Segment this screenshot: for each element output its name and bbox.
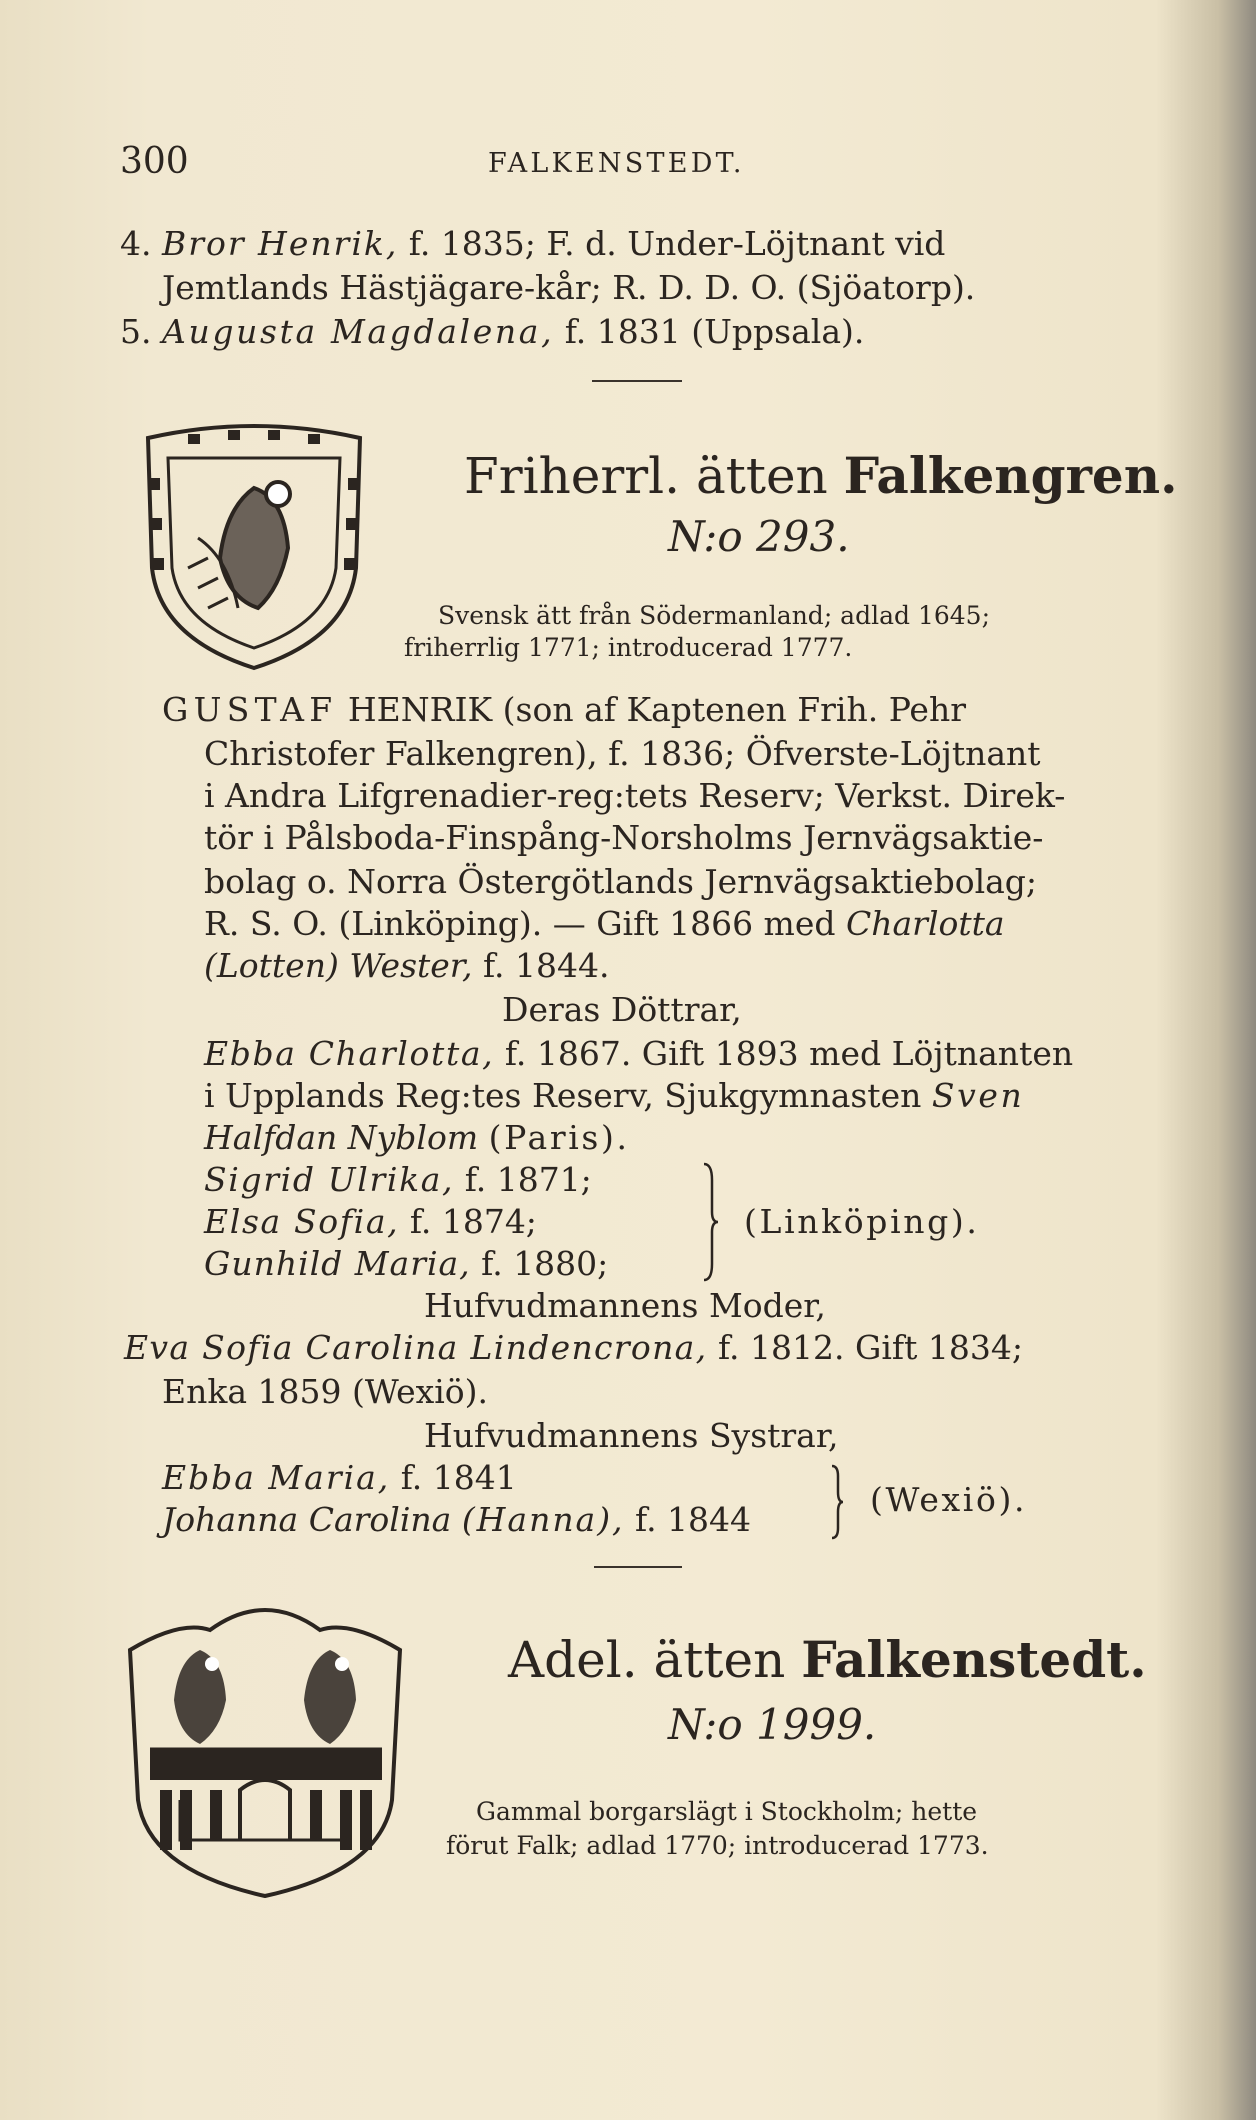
head-person-line-1: GUSTAF HENRIK (son af Kaptenen Frih. Pehr [162, 690, 966, 729]
entry-5: 5. Augusta Magdalena, f. 1831 (Uppsala). [120, 312, 865, 351]
section-divider [592, 380, 682, 382]
sisters-place: (Wexiö). [870, 1480, 1028, 1519]
daughters-brace [700, 1160, 720, 1284]
daughter-ebba-line-2: i Upplands Reg:tes Reserv, Sjukgymnasten Sven [204, 1076, 1025, 1115]
head-person-line-4: tör i Pålsboda-Finspång-Norsholms Jernvägsaktie- [204, 818, 1044, 857]
sisters-heading: Hufvudmannens Systrar, [424, 1416, 839, 1455]
falkenstedt-number: N:o 1999. [668, 1700, 877, 1749]
mother: Eva Sofia Carolina Lindencrona, f. 1812. Gift 1834; [124, 1328, 1023, 1367]
page-number: 300 [120, 141, 189, 182]
sister-ebba: Ebba Maria, f. 1841 [162, 1458, 517, 1497]
head-person-line-3: i Andra Lifgrenadier-reg:tets Reserv; Verkst. Direk- [204, 776, 1066, 815]
mother-line-2: Enka 1859 (Wexiö). [162, 1372, 489, 1411]
daughter-elsa: Elsa Sofia, f. 1874; [204, 1202, 537, 1241]
entry-4-line-2: Jemtlands Hästjägare-kår; R. D. D. O. (Sjöatorp). [162, 268, 976, 307]
head-person-line-7: (Lotten) Wester, f. 1844. [204, 946, 610, 985]
falkenstedt-title: Adel. ätten Falkenstedt. [508, 1630, 1147, 1689]
mother-heading: Hufvudmannens Moder, [424, 1286, 826, 1325]
sister-johanna: Johanna Carolina (Hanna), f. 1844 [162, 1500, 752, 1539]
falkengren-number: N:o 293. [668, 512, 850, 561]
head-person-line-6: R. S. O. (Linköping). — Gift 1866 med Charlotta [204, 904, 1005, 943]
falkenstedt-description-line-1: Gammal borgarslägt i Stockholm; hette [476, 1797, 978, 1826]
falkengren-title: Friherrl. ätten Falkengren. [464, 446, 1178, 505]
running-title: FALKENSTEDT. [488, 148, 745, 179]
entry-4-line-1: 4. Bror Henrik, f. 1835; F. d. Under-Löjtnant vid [120, 224, 946, 263]
falkengren-description-line-1: Svensk ätt från Södermanland; adlad 1645; [438, 601, 990, 630]
daughter-ebba-line-3: Halfdan Nyblom (Paris). [204, 1118, 630, 1157]
sisters-brace [828, 1462, 846, 1542]
head-person-line-2: Christofer Falkengren), f. 1836; Öfverste-Löjtnant [204, 734, 1041, 773]
falkengren-description-line-2: friherrlig 1771; introducerad 1777. [404, 633, 853, 662]
daughter-sigrid: Sigrid Ulrika, f. 1871; [204, 1160, 592, 1199]
falkenstedt-description-line-2: förut Falk; adlad 1770; introducerad 1773. [446, 1831, 989, 1860]
daughters-place: (Linköping). [744, 1202, 980, 1241]
head-person-line-5: bolag o. Norra Östergötlands Jernvägsaktiebolag; [204, 862, 1038, 901]
daughter-gunhild: Gunhild Maria, f. 1880; [204, 1244, 609, 1283]
daughter-ebba: Ebba Charlotta, f. 1867. Gift 1893 med Löjtnanten [204, 1034, 1074, 1073]
section-divider-2 [594, 1566, 682, 1568]
daughters-heading: Deras Döttrar, [502, 990, 742, 1029]
falkengren-coat-of-arms [128, 418, 380, 680]
falkenstedt-coat-of-arms [120, 1590, 410, 1902]
